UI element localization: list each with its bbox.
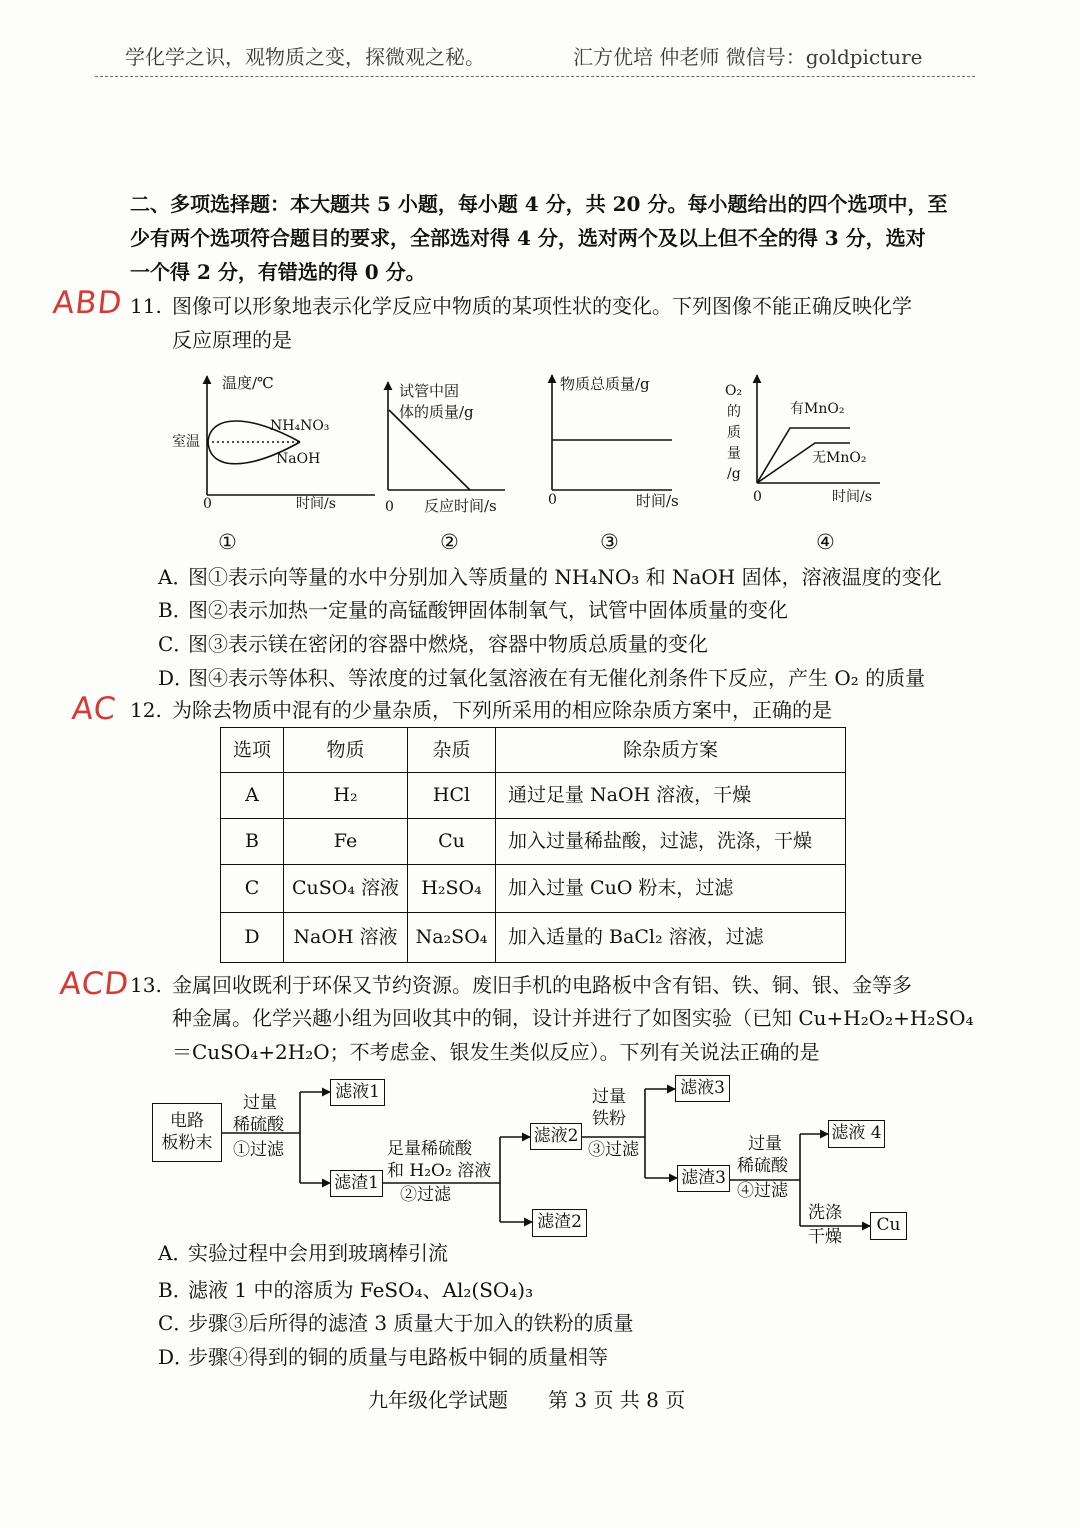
graph4-y-label-unit: /g (727, 466, 741, 482)
flow-step1-label-3: ①过滤 (233, 1140, 284, 1160)
header-option: 选项 (221, 728, 284, 773)
graph2-y-label-line-1: 试管中固 (399, 382, 460, 400)
q12-number: 12. (130, 698, 162, 722)
flow-step1-label-1: 过量 (243, 1093, 277, 1113)
flow-box-start-line-2: 板粉末 (161, 1132, 213, 1153)
q13-stem-line-3: ＝CuSO₄+2H₂O；不考虑金、银发生类似反应）。下列有关说法正确的是 (172, 1040, 820, 1064)
graph2-y-label-line-2: 体的质量/g (399, 403, 474, 421)
graph2-mass-line (389, 410, 470, 490)
table-row (221, 913, 846, 963)
cell-plan: 加入适量的 BaCl₂ 溶液，过滤 (496, 913, 846, 963)
graph4-y-label-o2: O₂ (725, 383, 743, 399)
table-row (221, 865, 846, 913)
cell-plan: 加入过量 CuO 粉末，过滤 (496, 865, 846, 913)
footer-subject: 九年级化学试题 (368, 1388, 508, 1412)
graph4-y-label-zhi: 质 (727, 425, 741, 441)
flow-step4-label-2: 稀硫酸 (737, 1156, 788, 1176)
flow-box-filtrate-2-label: 滤液2 (533, 1125, 579, 1146)
flow-box-filtrate-4 (828, 1120, 885, 1148)
cell-substance: CuSO₄ 溶液 (284, 865, 408, 913)
q11-option-c-text: 图③表示镁在密闭的容器中燃烧，容器中物质总质量的变化 (188, 632, 708, 656)
flow-step2-label-2: 和 H₂O₂ 溶液 (387, 1161, 492, 1181)
flow-box-residue-3-label: 滤渣3 (681, 1167, 726, 1188)
q13-option-a-letter: A． (158, 1241, 193, 1265)
graph2-caption: ② (440, 530, 459, 554)
graph4-y-label-de: 的 (727, 404, 741, 420)
cell-substance: Fe (284, 819, 408, 865)
q11-option-a-text: 图①表示向等量的水中分别加入等质量的 NH₄NO₃ 和 NaOH 固体，溶液温度的变化 (188, 565, 942, 589)
graph1-room-temp-label: 室温 (172, 434, 200, 450)
q13-option-b-text: 滤液 1 中的溶质为 FeSO₄、Al₂(SO₄)₃ (188, 1278, 534, 1302)
flow-box-filtrate-1 (330, 1079, 385, 1106)
q12-stem: 为除去物质中混有的少量杂质，下列所采用的相应除杂质方案中，正确的是 (172, 698, 832, 722)
cell-substance: NaOH 溶液 (284, 913, 408, 963)
header-motto: 学化学之识，观物质之变，探微观之秘。 (125, 45, 485, 69)
cell-impurity: H₂SO₄ (408, 865, 496, 913)
section-instructions-line-3: 一个得 2 分，有错选的得 0 分。 (130, 260, 426, 284)
flow-box-residue-3 (677, 1165, 730, 1192)
flow-box-filtrate-2 (530, 1123, 582, 1150)
graph4-x-label: 时间/s (832, 489, 872, 505)
q11-stem-line-2: 反应原理的是 (172, 328, 292, 352)
cell-impurity: HCl (408, 773, 496, 819)
q11-option-b-text: 图②表示加热一定量的高锰酸钾固体制氧气，试管中固体质量的变化 (188, 598, 788, 622)
flow-box-residue-1-label: 滤渣1 (334, 1172, 379, 1193)
q11-number: 11. (130, 294, 162, 318)
cell-substance: H₂ (284, 773, 408, 819)
footer-page-number: 第 3 页 共 8 页 (548, 1388, 686, 1412)
q13-option-d-letter: D． (158, 1345, 195, 1369)
q13-stem-line-1: 金属回收既利于环保又节约资源。废旧手机的电路板中含有铝、铁、铜、银、金等多 (172, 973, 912, 997)
graph1-caption: ① (218, 530, 237, 554)
flow-step2-label-1: 足量稀硫酸 (387, 1139, 472, 1159)
graph3-y-label: 物质总质量/g (560, 375, 650, 393)
flow-step3-label-2: 铁粉 (592, 1109, 626, 1129)
graph4-caption: ④ (816, 530, 835, 554)
q13-option-c-text: 步骤③后所得的滤渣 3 质量大于加入的铁粉的质量 (188, 1311, 634, 1335)
q11-option-d-letter: D． (158, 666, 195, 690)
q11-stem-line-1: 图像可以形象地表示化学反应中物质的某项性状的变化。下列图像不能正确反映化学 (172, 294, 912, 318)
cell-option: B (221, 819, 284, 865)
flow-step3-label-3: ③过滤 (588, 1140, 639, 1160)
graph3-caption: ③ (600, 530, 619, 554)
q11-handwritten-answer: ABD (51, 285, 125, 321)
flow-box-residue-2-label: 滤渣2 (537, 1212, 582, 1233)
q13-option-c-letter: C． (158, 1311, 194, 1335)
cell-option: C (221, 865, 284, 913)
header-substance: 物质 (284, 728, 408, 773)
flow-box-copper (870, 1212, 907, 1240)
graph3-origin: 0 (548, 492, 557, 508)
q11-option-c-letter: C． (158, 632, 194, 656)
q12-handwritten-answer: AC (70, 691, 119, 727)
flow-step4-label-3: ④过滤 (737, 1181, 788, 1201)
flow-step4-label-1: 过量 (748, 1134, 782, 1154)
table-row (221, 773, 846, 819)
graph4-with-mno2-label: 有MnO₂ (790, 401, 845, 417)
flow-box-copper-label: Cu (876, 1215, 901, 1236)
q13-option-a-text: 实验过程中会用到玻璃棒引流 (188, 1241, 448, 1265)
flow-box-filtrate-4-label: 滤液 4 (831, 1123, 882, 1144)
flow-box-residue-2 (532, 1209, 587, 1237)
section-instructions-line-2: 少有两个选项符合题目的要求，全部选对得 4 分，选对两个及以上但不全的得 3 分，选对 (130, 226, 926, 250)
purification-table (220, 727, 846, 963)
header-credit: 汇方优培 仲老师 微信号：goldpicture (573, 45, 923, 69)
graph2-x-label: 反应时间/s (424, 497, 497, 515)
cell-plan: 通过足量 NaOH 溶液，干燥 (496, 773, 846, 819)
graph1-y-label: 温度/℃ (222, 374, 274, 392)
cell-impurity: Cu (408, 819, 496, 865)
flow-box-residue-1 (330, 1170, 383, 1197)
graph4-without-mno2-label: 无MnO₂ (812, 450, 867, 466)
flow-dry-label: 干燥 (808, 1227, 842, 1247)
graph2-origin: 0 (385, 499, 394, 515)
graph1-x-label: 时间/s (296, 496, 336, 512)
q11-option-d-text: 图④表示等体积、等浓度的过氧化氢溶液在有无催化剂条件下反应，产生 O₂ 的质量 (188, 666, 926, 690)
flow-box-filtrate-3 (675, 1075, 730, 1102)
q13-stem-line-2: 种金属。化学兴趣小组为回收其中的铜，设计并进行了如图实验（已知 Cu+H₂O₂+H₂SO₄ (172, 1006, 974, 1030)
flow-box-circuit-board-powder (152, 1103, 222, 1162)
flow-wash-label: 洗涤 (808, 1203, 842, 1223)
q13-option-d-text: 步骤④得到的铜的质量与电路板中铜的质量相等 (188, 1345, 608, 1369)
flow-box-start-line-1: 电路 (170, 1111, 204, 1132)
flow-step2-label-3: ②过滤 (400, 1185, 451, 1205)
q13-number: 13. (130, 973, 162, 997)
flow-box-filtrate-1-label: 滤液1 (335, 1081, 380, 1102)
header-impurity: 杂质 (408, 728, 496, 773)
section-instructions-line-1: 二、多项选择题：本大题共 5 小题，每小题 4 分，共 20 分。每小题给出的四个选项中，至 (130, 192, 948, 216)
cell-option: A (221, 773, 284, 819)
cell-plan: 加入过量稀盐酸，过滤，洗涤，干燥 (496, 819, 846, 865)
cell-impurity: Na₂SO₄ (408, 913, 496, 963)
q11-option-a-letter: A． (158, 565, 193, 589)
q13-handwritten-answer: ACD (58, 966, 132, 1002)
header-plan: 除杂质方案 (496, 728, 846, 773)
flow-box-filtrate-3-label: 滤液3 (680, 1077, 725, 1098)
graph1-nh4no3-label: NH₄NO₃ (270, 418, 330, 434)
table-row (221, 819, 846, 865)
flow-step1-label-2: 稀硫酸 (233, 1115, 284, 1135)
q13-option-b-letter: B． (158, 1278, 193, 1302)
cell-option: D (221, 913, 284, 963)
graph1-origin: 0 (203, 496, 212, 512)
graph4-origin: 0 (753, 489, 762, 505)
graph4-y-label-liang: 量 (727, 446, 741, 462)
q11-option-b-letter: B． (158, 598, 193, 622)
graph3-x-label: 时间/s (636, 492, 679, 510)
header-divider (95, 76, 975, 77)
graph1-naoh-label: NaOH (276, 451, 321, 467)
flow-step3-label-1: 过量 (592, 1087, 626, 1107)
table-header-row (221, 728, 846, 773)
